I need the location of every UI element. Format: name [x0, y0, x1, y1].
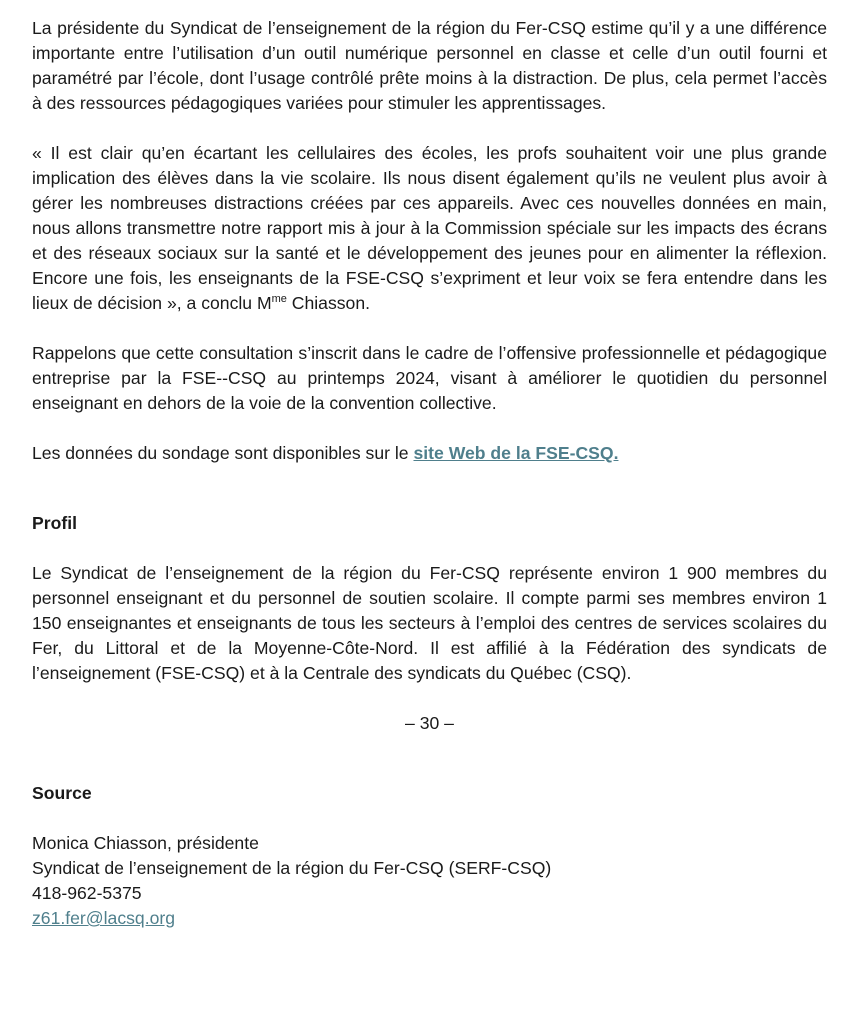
- source-name: Monica Chiasson, présidente: [32, 833, 259, 853]
- spacer: [32, 686, 827, 711]
- spacer: [32, 736, 827, 781]
- paragraph-president-statement: La présidente du Syndicat de l’enseignement de la région du Fer-CSQ estime qu’il y a une différence importante entre l’utilisation d’un outil numérique personnel en classe et celle d’un outil fourni et paramétré par l’école, dont l’usage contrôlé prête moins à la distraction. De plus, cela permet l’accès à des ressources pédagogiques variées pour stimuler les apprentissages.: [32, 18, 827, 113]
- spacer: [32, 806, 827, 831]
- quote-end: Chiasson.: [286, 293, 371, 313]
- source-heading: Source: [32, 783, 92, 803]
- profile-paragraph: Le Syndicat de l’enseignement de la région du Fer-CSQ représente environ 1 900 membres du personnel enseignant et du personnel de soutien scolaire. Il compte parmi ses membres environ 1 150 enseignantes et enseignants de tous les secteurs à l’emploi des centres de services scolaires du Fer, du Littoral et de la Moyenne-Côte-Nord. Il est affilié à la Fédération des syndicats de l’enseignement (FSE-CSQ) et à la Centrale des syndicats du Québec (CSQ).: [32, 563, 827, 683]
- paragraph-quote: [32, 141, 827, 316]
- source-email-line: [32, 906, 827, 931]
- source-organization: Syndicat de l’enseignement de la région du Fer-CSQ (SERF-CSQ): [32, 858, 552, 878]
- paragraph-survey-data: [32, 441, 827, 466]
- spacer: [32, 536, 827, 561]
- survey-data-text: Les données du sondage sont disponibles sur le: [32, 443, 414, 463]
- profile-heading: Profil: [32, 513, 77, 533]
- quote-text: « Il est clair qu’en écartant les cellulaires des écoles, les profs souhaitent voir une plus grande implication des élèves dans la vie scolaire. Ils nous disent également qu’ils ne veulent plus avoir à gérer les nombreuses distractions créées par ces appareils. Avec ces nouvelles données en main, nous allons transmettre notre rapport mis à jour à la Commission spéciale sur les impacts des écrans et des réseaux sociaux sur la santé et le développement des jeunes pour en alimenter la réflexion. Encore une fois, les enseignants de la FSE-CSQ s’expriment et leur voix se fera entendre dans les lieux de décision », a conclu M: [32, 143, 827, 313]
- fse-website-link[interactable]: site Web de la FSE-CSQ.: [413, 443, 619, 463]
- spacer: [32, 116, 827, 141]
- source-phone: 418-962-5375: [32, 883, 142, 903]
- source-email-link[interactable]: z61.fer@lacsq.org: [32, 908, 176, 928]
- spacer: [32, 466, 827, 511]
- quote-superscript: me: [271, 293, 287, 306]
- spacer: [32, 316, 827, 341]
- paragraph-consultation: Rappelons que cette consultation s’inscrit dans le cadre de l’offensive professionnelle et pédagogique entreprise par la FSE--CSQ au printemps 2024, visant à améliorer le quotidien du personnel enseignant en dehors de la voie de la convention collective.: [32, 343, 827, 413]
- end-mark: – 30 –: [405, 713, 454, 733]
- spacer: [32, 416, 827, 441]
